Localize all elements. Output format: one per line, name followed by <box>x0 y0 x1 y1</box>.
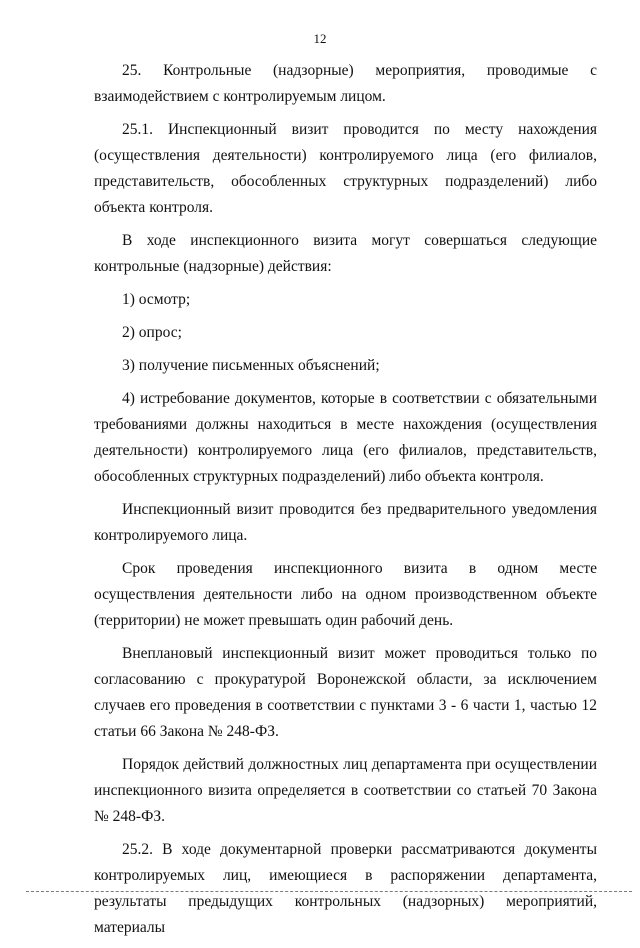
paragraph-25: 25. Контрольные (надзорные) мероприятия, проводимые с взаимодействием с контролируемым лицом. <box>94 62 597 105</box>
paragraph-unscheduled-visit: Внеплановый инспекционный визит может проводиться только по согласованию с прокуратурой Воронежской области, за исключением случаев его проведения в соответствии с пунктами 3 - 6 части 1, частью 12 статьи 66 Закона № 248-ФЗ. <box>94 645 597 740</box>
bottom-rule <box>26 891 632 892</box>
list-item-document-request: 4) истребование документов, которые в соответствии с обязательными требованиями должны находиться в месте нахождения (осуществления деятельности) контролируемого лица (его филиалов, представительств, обособленных структурных подразделений) либо объекта контроля. <box>94 390 597 485</box>
document-body <box>94 58 597 948</box>
paragraph-25-1: 25.1. Инспекционный визит проводится по месту нахождения (осуществления деятельности) контролируемого лица (его филиалов, представительств, обособленных структурных подразделений) либо объекта контроля. <box>94 121 597 216</box>
paragraph-actions-intro: В ходе инспекционного визита могут совершаться следующие контрольные (надзорные) действия: <box>94 232 597 275</box>
list-item-survey: 2) опрос; <box>122 324 182 341</box>
paragraph-duration: Срок проведения инспекционного визита в одном месте осуществления деятельности либо на одном производственном объекте (территории) не может превышать один рабочий день. <box>94 560 597 629</box>
page-number: 12 <box>313 31 327 46</box>
paragraph-25-2: 25.2. В ходе документарной проверки рассматриваются документы контролируемых лиц, имеющиеся в распоряжении департамента, результаты предыдущих контрольных (надзорных) мероприятий, материалы <box>94 841 597 936</box>
paragraph-procedure: Порядок действий должностных лиц департамента при осуществлении инспекционного визита определяется в соответствии со статьей 70 Закона № 248-ФЗ. <box>94 756 597 825</box>
paragraph-no-notice: Инспекционный визит проводится без предварительного уведомления контролируемого лица. <box>94 501 597 544</box>
list-item-written-explanations: 3) получение письменных объяснений; <box>122 357 380 374</box>
list-item-inspection: 1) осмотр; <box>122 291 191 308</box>
